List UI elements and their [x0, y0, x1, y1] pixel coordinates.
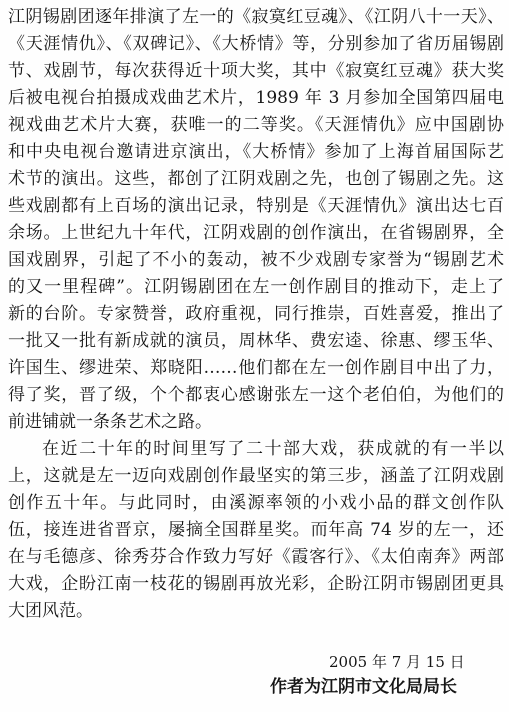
text-line: 大团风范。 — [8, 601, 93, 621]
text-line: 后被电视台拍摄成戏曲艺术片，1989 年 3 月参加全国第四届电 — [8, 88, 504, 108]
text-line: 些戏剧都有上百场的演出记录，特别是《天涯情仇》演出达七百 — [8, 196, 504, 216]
document-date: 2005 年 7 月 15 日 — [329, 653, 465, 671]
text-line: 术节的演出。这些，都创了江阴戏剧之先，也创了锡剧之先。这 — [8, 169, 504, 189]
author-credit: 作者为江阴市文化局局长 — [270, 677, 457, 697]
text-line: 在近二十年的时间里写了二十部大戏，获成就的有一半以 — [42, 439, 504, 459]
text-line: 余场。上世纪九十年代，江阴戏剧的创作演出，在省锡剧界，全 — [8, 223, 504, 243]
text-line: 一批又一批有新成就的演员，周林华、费宏逵、徐惠、缪玉华、 — [8, 331, 504, 351]
text-line: 节、戏剧节，每次获得近十项大奖，其中《寂寞红豆魂》获大奖 — [8, 61, 504, 81]
text-line: 国戏剧界，引起了不小的轰动，被不少戏剧专家誉为“锡剧艺术 — [8, 250, 504, 270]
text-line: 得了奖，晋了级，个个都衷心感谢张左一这个老伯伯，为他们的 — [8, 385, 504, 405]
text-line: 的又一里程碑”。江阴锡剧团在左一创作剧目的推动下，走上了 — [8, 277, 504, 297]
text-line: 《天涯情仇》、《双碑记》、《大桥情》等，分别参加了省历届锡剧 — [8, 34, 504, 54]
text-line: 许国生、缪进荣、郑晓阳……他们都在左一创作剧目中出了力， — [8, 358, 504, 378]
text-line: 伍，接连进省晋京，屡摘全国群星奖。而年高 74 岁的左一，还 — [8, 520, 504, 540]
text-line: 创作五十年。与此同时，由溪源率领的小戏小品的群文创作队 — [8, 493, 504, 513]
text-line: 和中央电视台邀请进京演出，《大桥情》参加了上海首届国际艺 — [8, 142, 504, 162]
text-line: 在与毛德彦、徐秀芬合作致力写好《霞客行》、《太伯南奔》两部 — [8, 547, 504, 567]
text-line: 新的台阶。专家赞誉，政府重视，同行推崇，百姓喜爱，推出了 — [8, 304, 504, 324]
text-line: 前进铺就一条条艺术之路。 — [8, 412, 212, 432]
text-line: 视戏曲艺术片大赛，获唯一的二等奖。《天涯情仇》应中国剧协 — [8, 115, 504, 135]
text-line: 大戏，企盼江南一枝花的锡剧再放光彩，企盼江阴市锡剧团更具 — [8, 574, 504, 594]
text-line: 江阴锡剧团逐年排演了左一的《寂寞红豆魂》、《江阴八十一天》、 — [8, 7, 504, 27]
text-line: 上，这就是左一迈向戏剧创作最坚实的第三步，涵盖了江阴戏剧 — [8, 466, 504, 486]
